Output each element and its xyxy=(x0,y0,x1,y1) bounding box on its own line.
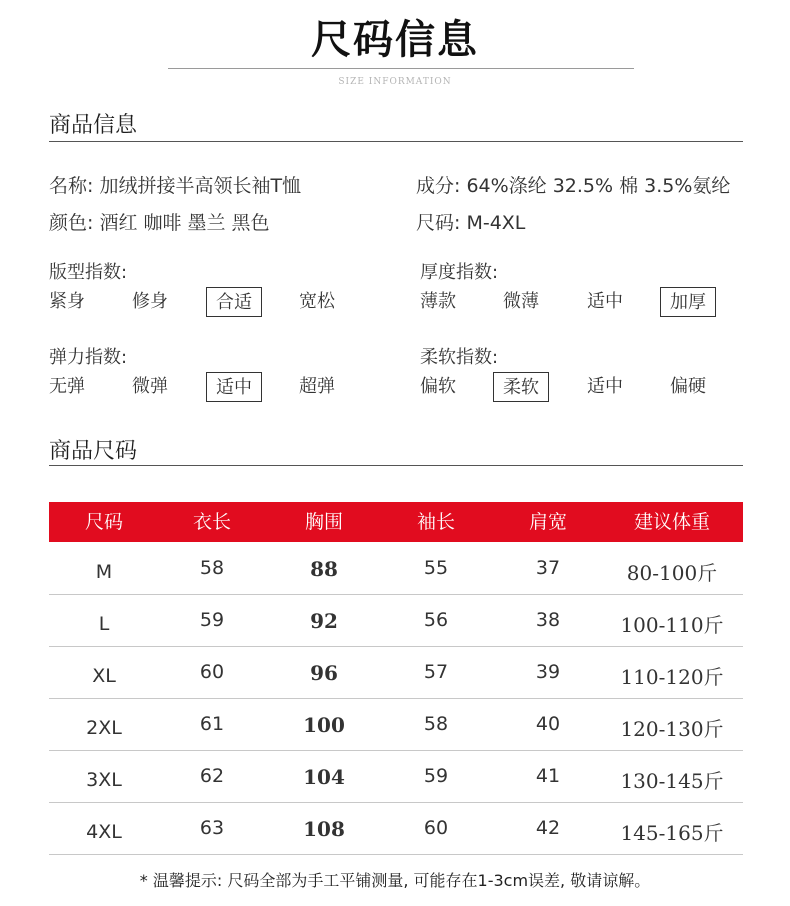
size-cell: 4XL xyxy=(86,821,122,843)
column-header: 袖长 xyxy=(416,511,455,533)
column-header: 衣长 xyxy=(192,511,231,533)
product-info-divider xyxy=(49,141,743,142)
fit-option: 宽松 xyxy=(299,291,335,312)
fit-option: 修身 xyxy=(132,291,168,312)
table-cell: 61 xyxy=(199,713,225,735)
elasticity-option: 超弹 xyxy=(299,376,335,397)
table-cell: 62 xyxy=(199,765,225,787)
size-cell: 3XL xyxy=(86,769,122,791)
table-cell: 55 xyxy=(423,557,449,579)
softness-option: 适中 xyxy=(587,376,623,397)
softness-option: 偏软 xyxy=(420,376,456,397)
table-cell: 41 xyxy=(535,765,561,787)
table-cell: 59 xyxy=(423,765,449,787)
table-cell: 56 xyxy=(423,609,449,631)
table-cell: 88 xyxy=(310,557,338,581)
thickness-option: 微薄 xyxy=(503,291,539,312)
table-cell: 108 xyxy=(303,817,345,841)
table-cell: 80-100斤 xyxy=(626,561,718,585)
elasticity-option: 无弹 xyxy=(49,376,85,397)
table-cell: 130-145斤 xyxy=(620,769,724,793)
size-cell: 2XL xyxy=(86,717,122,739)
row-divider xyxy=(49,594,743,595)
column-header: 胸围 xyxy=(304,511,343,533)
table-cell: 104 xyxy=(303,765,345,789)
product-name: 名称: 加绒拼接半高领长袖T恤 xyxy=(49,175,302,197)
elasticity-index-label: 弹力指数: xyxy=(49,347,128,368)
row-divider xyxy=(49,750,743,751)
thickness-option-selected: 加厚 xyxy=(660,287,716,317)
table-cell: 145-165斤 xyxy=(620,821,724,845)
thickness-option: 薄款 xyxy=(420,291,456,312)
size-table-heading: 商品尺码 xyxy=(49,439,138,464)
product-info-heading: 商品信息 xyxy=(49,113,138,138)
thickness-option: 适中 xyxy=(587,291,623,312)
column-header: 建议体重 xyxy=(633,511,710,533)
table-cell: 63 xyxy=(199,817,225,839)
table-cell: 57 xyxy=(423,661,449,683)
elasticity-option-selected: 适中 xyxy=(206,372,262,402)
table-cell: 100 xyxy=(303,713,345,737)
row-divider xyxy=(49,698,743,699)
row-divider xyxy=(49,646,743,647)
fit-index-label: 版型指数: xyxy=(49,262,128,283)
table-cell: 60 xyxy=(199,661,225,683)
table-cell: 58 xyxy=(423,713,449,735)
table-cell: 92 xyxy=(310,609,338,633)
size-cell: M xyxy=(95,561,113,583)
row-divider xyxy=(49,802,743,803)
table-cell: 60 xyxy=(423,817,449,839)
table-cell: 40 xyxy=(535,713,561,735)
softness-option: 偏硬 xyxy=(670,376,706,397)
table-cell: 59 xyxy=(199,609,225,631)
table-cell: 96 xyxy=(310,661,338,685)
table-cell: 100-110斤 xyxy=(620,613,724,637)
size-table-divider xyxy=(49,465,743,466)
table-cell: 38 xyxy=(535,609,561,631)
table-cell: 39 xyxy=(535,661,561,683)
thickness-index-label: 厚度指数: xyxy=(420,262,499,283)
table-cell: 110-120斤 xyxy=(620,665,724,689)
table-cell: 42 xyxy=(535,817,561,839)
page-subtitle: SIZE INFORMATION xyxy=(338,77,452,87)
size-table-header xyxy=(49,502,743,542)
table-cell: 37 xyxy=(535,557,561,579)
title-divider xyxy=(168,68,634,69)
size-cell: L xyxy=(98,613,110,635)
softness-option-selected: 柔软 xyxy=(493,372,549,402)
product-sizes: 尺码: M-4XL xyxy=(416,212,526,234)
table-cell: 58 xyxy=(199,557,225,579)
product-colors: 颜色: 酒红 咖啡 墨兰 黑色 xyxy=(49,212,270,234)
elasticity-option: 微弹 xyxy=(132,376,168,397)
page-title: 尺码信息 xyxy=(311,17,479,63)
column-header: 尺码 xyxy=(84,511,123,533)
softness-index-label: 柔软指数: xyxy=(420,347,499,368)
table-cell: 120-130斤 xyxy=(620,717,724,741)
measurement-note: * 温馨提示: 尺码全部为手工平铺测量, 可能存在1-3cm误差, 敬请谅解。 xyxy=(139,871,651,890)
row-divider xyxy=(49,854,743,855)
fit-option-selected: 合适 xyxy=(206,287,262,317)
column-header: 肩宽 xyxy=(528,511,567,533)
size-cell: XL xyxy=(92,665,116,687)
product-composition: 成分: 64%涤纶 32.5% 棉 3.5%氨纶 xyxy=(416,175,731,197)
fit-option: 紧身 xyxy=(49,291,85,312)
